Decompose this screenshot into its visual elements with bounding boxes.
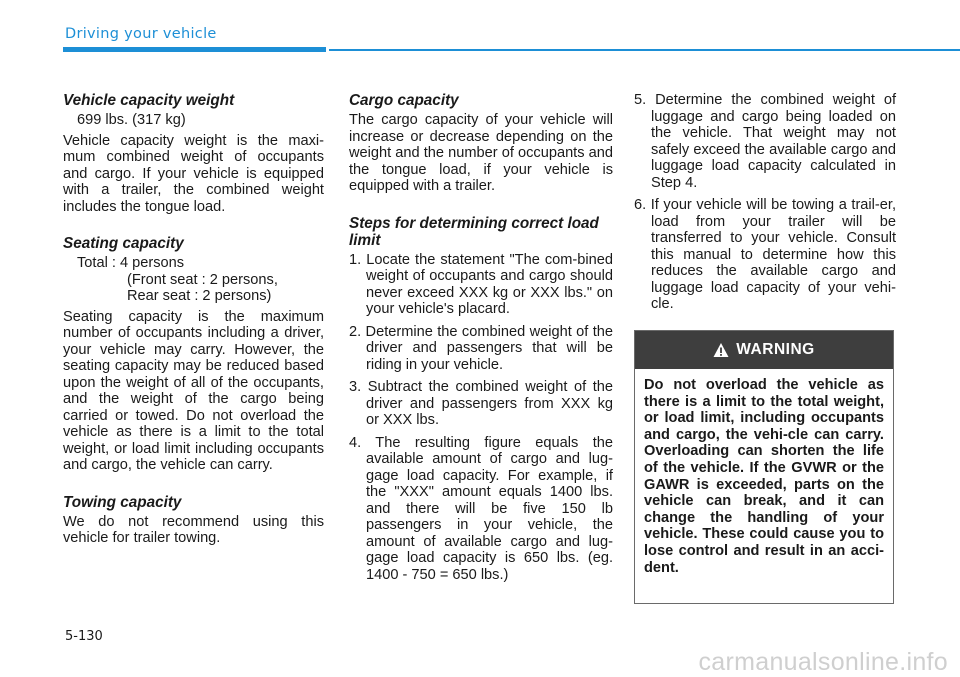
step-item-3: 3. Subtract the combined weight of the driver and passengers from XXX kg or XXX lbs. <box>349 379 613 428</box>
column-middle <box>349 92 613 589</box>
warning-triangle-icon <box>713 342 729 358</box>
vehicle-capacity-heading: Vehicle capacity weight <box>63 92 235 109</box>
header-rule-thick <box>63 47 326 52</box>
column-right <box>634 92 896 319</box>
seating-spec-line2: (Front seat : 2 persons, <box>127 271 278 288</box>
seating-capacity-spec <box>77 255 324 305</box>
towing-capacity-heading: Towing capacity <box>63 493 182 511</box>
seating-capacity-body: Seating capacity is the maximum number of occupants including a driver, your vehicle may carry. However, the seating capacity may be reduced based upon the weight of all of the occupants, and the weight of the cargo being carried or towed. Do not overload the vehicle as there is a limit to the total weight, or load limit including occupants and cargo, the vehicle can carry. <box>63 308 324 473</box>
column-left <box>63 92 324 554</box>
warning-header <box>635 331 893 369</box>
step-item-1: 1. Locate the statement "The com-bined weight of occupants and cargo should never exceed XXX kg or XXX lbs." on your vehicle's placard. <box>349 251 613 317</box>
page-number: 5-130 <box>65 629 103 644</box>
towing-capacity-body: We do not recommend using this vehicle for trailer towing. <box>63 513 324 546</box>
cargo-capacity-heading: Cargo capacity <box>349 92 459 109</box>
seating-spec-line1: Total : 4 persons <box>77 255 185 271</box>
seating-spec-line3: Rear seat : 2 persons) <box>127 288 272 304</box>
section-title: Driving your vehicle <box>65 26 217 42</box>
vehicle-capacity-body: Vehicle capacity weight is the maxi-mum combined weight of occupants and cargo. If your vehicle is equipped with a trailer, the combined weight includes the tongue load. <box>63 132 324 215</box>
warning-body: Do not overload the vehicle as there is a limit to the total weight, or load limit, including occupants and cargo, the vehi-cle can carry. Overloading can shorten the life of the vehicle. If the GVWR or the GAWR is exceeded, parts on the vehicle can break, and it can change the handling of your vehicle. These could cause you to lose control and result in an acci-dent. <box>644 377 884 576</box>
header-rule-thin <box>329 49 960 51</box>
step-item-4: 4. The resulting figure equals the available amount of cargo and lug-gage load capacity. For example, if the "XXX" amount equals 1400 lbs. and there will be five 150 lb passengers in your vehicle, the amount of available cargo and lug-gage load capacity is 650 lbs. (eg. 1400 - 750 = 650 lbs.) <box>349 434 613 583</box>
vehicle-capacity-spec: 699 lbs. (317 kg) <box>77 112 186 128</box>
steps-list <box>349 252 613 584</box>
steps-list-continued <box>634 92 896 313</box>
watermark: carmanualsonline.info <box>698 648 948 676</box>
warning-label: WARNING <box>736 341 815 358</box>
cargo-capacity-body: The cargo capacity of your vehicle will increase or decrease depending on the weight and the number of occupants and the tongue load, if your vehicle is equipped with a trailer. <box>349 112 613 194</box>
steps-heading: Steps for determining correct load limit <box>349 214 599 249</box>
warning-box <box>634 330 894 604</box>
step-item-5: 5. Determine the combined weight of luggage and cargo being loaded on the vehicle. That weight may not safely exceed the available cargo and luggage load capacity calculated in Step 4. <box>634 92 896 191</box>
seating-capacity-heading: Seating capacity <box>63 235 184 252</box>
step-item-2: 2. Determine the combined weight of the driver and passengers that will be riding in your vehicle. <box>349 323 613 373</box>
step-item-6: 6. If your vehicle will be towing a trail-er, load from your trailer will be transferred to your vehicle. Consult this manual to determine how this reduces the available cargo and luggage load capacity of your vehi-cle. <box>634 197 896 312</box>
